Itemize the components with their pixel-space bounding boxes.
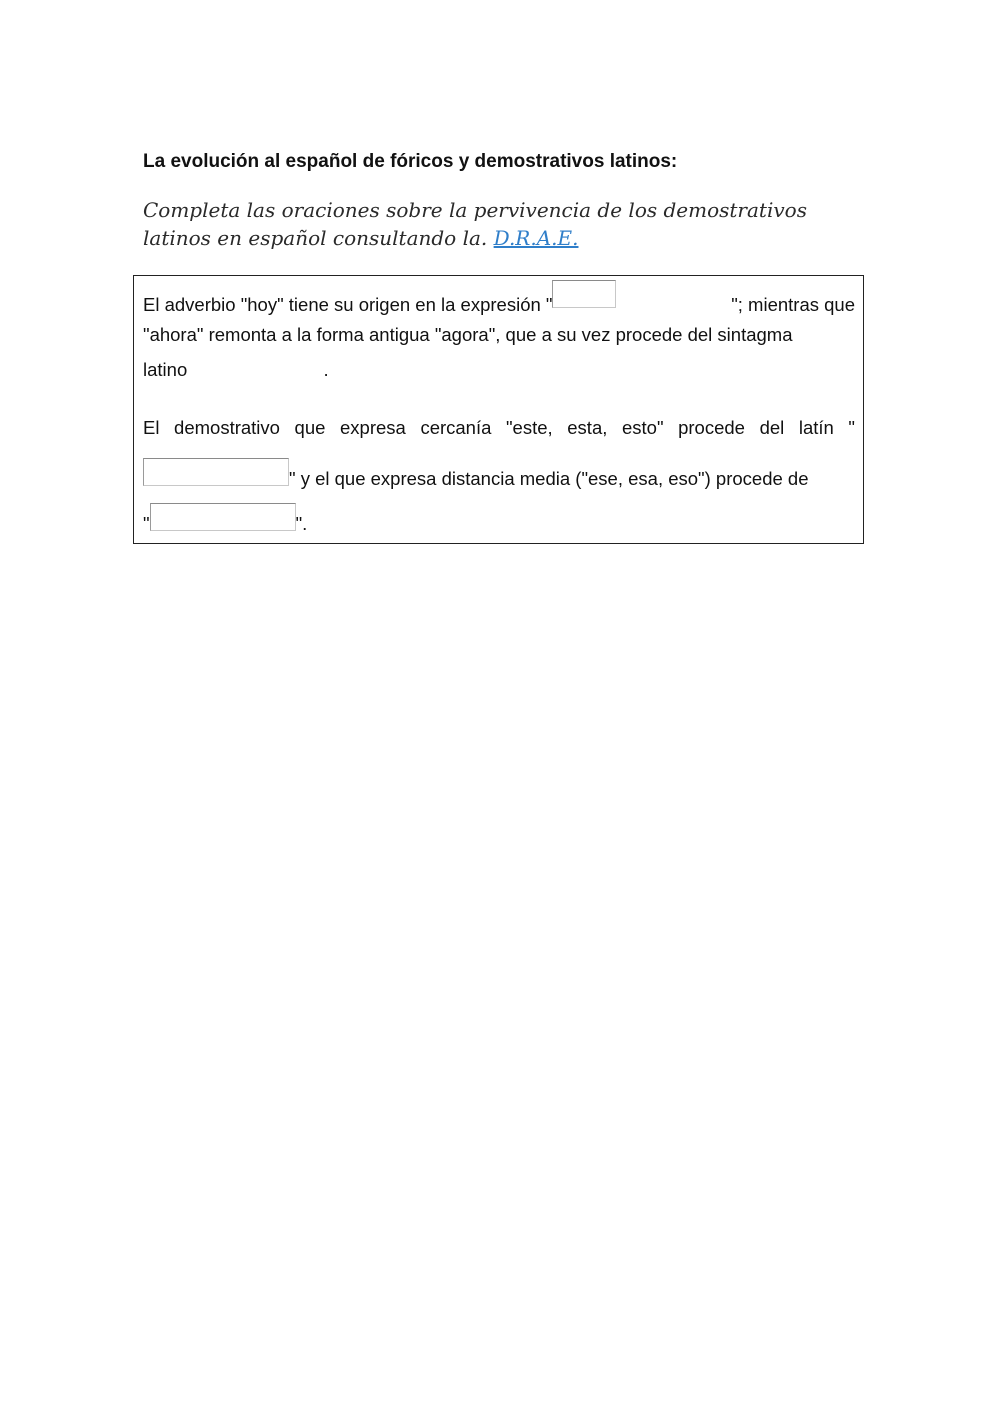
p2-line2-text-start: " y el que expresa distancia media ("ese, esa, eso") procede de bbox=[143, 462, 809, 490]
drae-link[interactable]: D.R.A.E. bbox=[493, 226, 579, 250]
p2-line3-text-end: ". bbox=[295, 513, 308, 534]
p1-line3-text-start: latino bbox=[143, 359, 188, 380]
instructions-text bbox=[143, 196, 863, 252]
p1-line1 bbox=[143, 288, 855, 316]
p1-line3-text-end: . bbox=[323, 359, 329, 380]
ese-origin-input[interactable] bbox=[150, 503, 296, 531]
este-origin-input[interactable] bbox=[143, 458, 289, 486]
p1-line3 bbox=[143, 359, 855, 381]
hoy-origin-input[interactable] bbox=[552, 280, 616, 308]
p1-line1-text-end: "; mientras que bbox=[731, 294, 855, 315]
p2-line2 bbox=[143, 462, 855, 490]
p2-line3 bbox=[143, 507, 855, 535]
p2-line3-text-start: " bbox=[143, 513, 150, 534]
ahora-origin-input[interactable] bbox=[192, 361, 318, 381]
exercise-box bbox=[133, 275, 864, 544]
p1-line2: "ahora" remonta a la forma antigua "agora", que a su vez procede del sintagma bbox=[143, 324, 793, 345]
p2-line1: El demostrativo que expresa cercanía "este, esta, esto" procede del latín " bbox=[143, 417, 855, 438]
p1-line1-text-start: El adverbio "hoy" tiene su origen en la expresión " bbox=[143, 288, 616, 316]
page-title: La evolución al español de fóricos y demostrativos latinos: bbox=[143, 151, 678, 172]
instructions-body: Completa las oraciones sobre la pervivencia de los demostrativos latinos en español consultando la. bbox=[143, 198, 807, 250]
